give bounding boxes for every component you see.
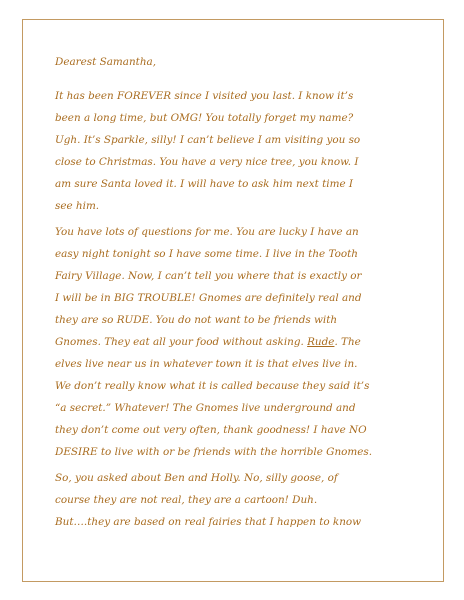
paragraph-2-line: easy night tonight so I have some time. I live in the Tooth <box>55 248 358 260</box>
paragraph-1-line: close to Christmas. You have a very nice tree, you know. I <box>55 156 359 168</box>
paragraph-3-line: So, you asked about Ben and Holly. No, silly goose, of <box>55 472 338 484</box>
paragraph-1-line: It has been FOREVER since I visited you last. I know it’s <box>55 90 354 102</box>
underlined-word: Rude <box>307 336 335 348</box>
paragraph-1 <box>55 85 405 217</box>
paragraph-3 <box>55 467 405 533</box>
paragraph-2-line: Fairy Village. Now, I can’t tell you where that is exactly or <box>55 270 362 282</box>
paragraph-2-line: “a secret.” Whatever! The Gnomes live underground and <box>55 402 356 414</box>
letter-body <box>55 55 405 533</box>
paragraph-2 <box>55 221 405 463</box>
paragraph-1-line: Ugh. It’s Sparkle, silly! I can’t believe I am visiting you so <box>55 134 361 146</box>
paragraph-1-line: am sure Santa loved it. I will have to ask him next time I <box>55 178 354 190</box>
paragraph-2-line: they don’t come out very often, thank goodness! I have NO <box>55 424 367 436</box>
paragraph-2-line: DESIRE to live with or be friends with the horrible Gnomes. <box>55 446 373 458</box>
line-text: . The <box>334 336 361 348</box>
paragraph-3-line: course they are not real, they are a cartoon! Duh. <box>55 494 318 506</box>
paragraph-3-line: But….they are based on real fairies that I happen to know <box>55 516 362 528</box>
paragraph-1-line: been a long time, but OMG! You totally forget my name? <box>55 112 354 124</box>
paragraph-2-line: You have lots of questions for me. You are lucky I have an <box>55 226 359 238</box>
paragraph-2-line: elves live near us in whatever town it is that elves live in. <box>55 358 358 370</box>
paragraph-2-line: I will be in BIG TROUBLE! Gnomes are definitely real and <box>55 292 362 304</box>
paragraph-2-line-with-underline <box>55 331 405 353</box>
line-text: Gnomes. They eat all your food without asking. <box>55 336 308 348</box>
paragraph-1-line: see him. <box>55 200 100 212</box>
paragraph-2-line: they are so RUDE. You do not want to be friends with <box>55 314 338 326</box>
letter-greeting: Dearest Samantha, <box>55 56 157 68</box>
paragraph-2-line: We don’t really know what it is called because they said it’s <box>55 380 370 392</box>
